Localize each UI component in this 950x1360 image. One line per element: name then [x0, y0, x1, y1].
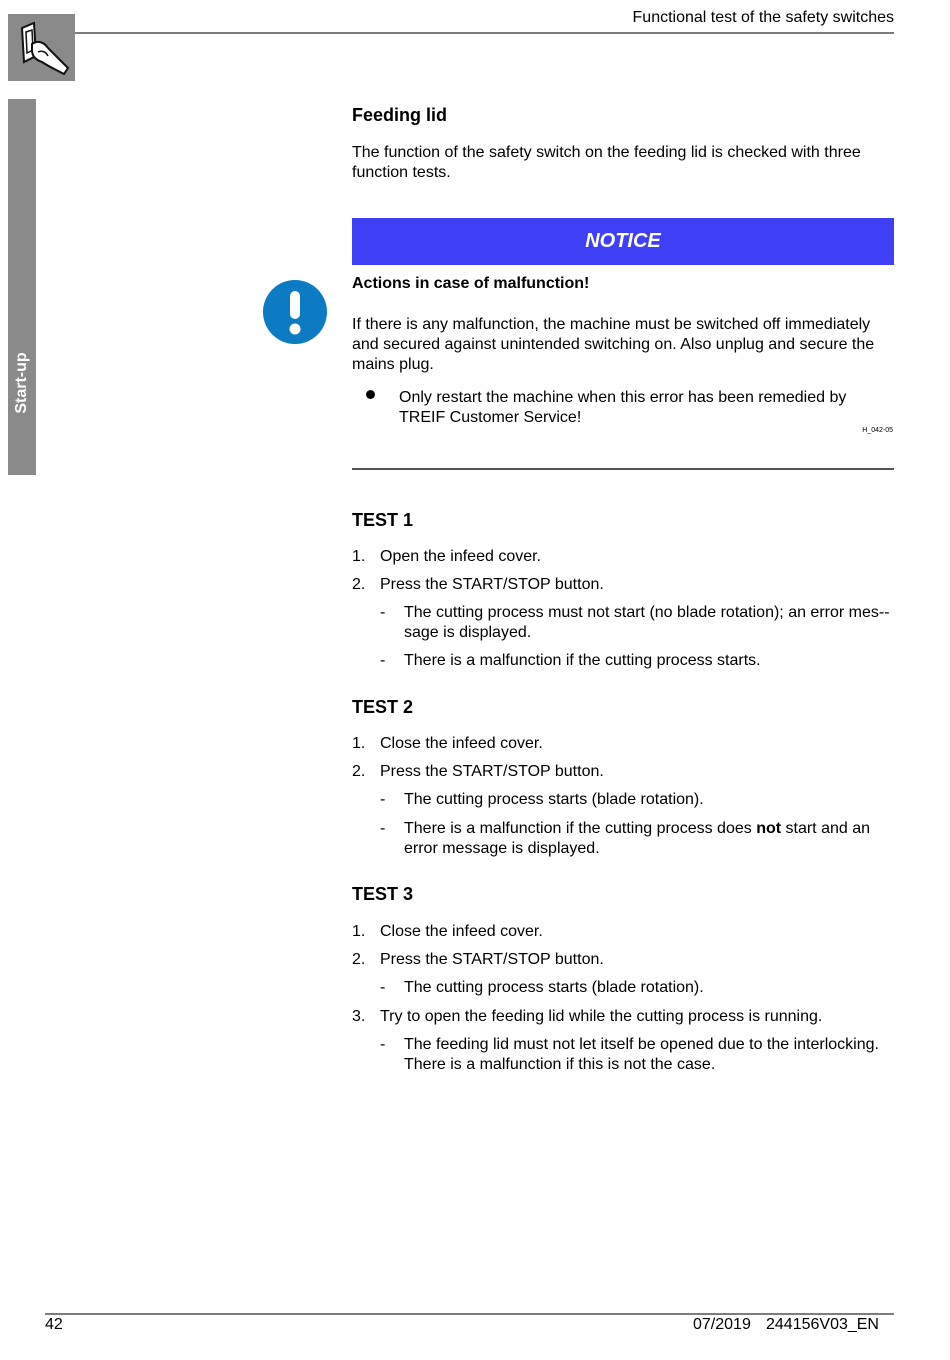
- step-number: 2.: [352, 763, 366, 780]
- notice-banner: NOTICE: [352, 218, 894, 265]
- test2-step2: Press the START/STOP button.: [380, 763, 604, 780]
- header-title: Functional test of the safety switches: [632, 9, 894, 26]
- section-title: Feeding lid: [352, 105, 448, 125]
- chapter-tab: [8, 99, 36, 475]
- test3-detail2: The feeding lid must not let itself be opened due to the interlocking. There is a malfunction if this is not the case.: [404, 1036, 879, 1073]
- section-intro: The function of the safety switch on the feeding lid is checked with three function tests.: [352, 144, 861, 181]
- dash-marker: -: [380, 1036, 386, 1053]
- chapter-tab-label: Start-up: [13, 352, 30, 414]
- exclamation-icon: [262, 279, 328, 345]
- test2-title: TEST 2: [352, 697, 414, 717]
- dash-marker: -: [380, 791, 386, 808]
- dash-marker: -: [380, 820, 386, 837]
- test2-detail2-pre: There is a malfunction if the cutting process does: [404, 820, 757, 837]
- dash-marker: -: [380, 604, 386, 621]
- test3-title: TEST 3: [352, 884, 414, 904]
- step-number: 1.: [352, 548, 366, 565]
- test3-detail1: The cutting process starts (blade rotation).: [404, 979, 704, 996]
- bullet-dot-icon: [366, 390, 375, 399]
- notice-body: If there is any malfunction, the machine must be switched off immediately and secured against unintended switching on. Also unplug and secure the mains plug.: [352, 316, 875, 373]
- test1-detail1: The cutting process must not start (no blade rotation); an error mes-sage is displayed.: [404, 604, 890, 641]
- step-number: 1.: [352, 735, 366, 752]
- test1-title: TEST 1: [352, 510, 414, 530]
- footer-date: 07/2019: [693, 1316, 751, 1333]
- test3-step3: Try to open the feeding lid while the cutting process is running.: [380, 1008, 823, 1025]
- hand-switch-icon: [8, 14, 75, 81]
- header-rule: [75, 32, 894, 34]
- test1-step2: Press the START/STOP button.: [380, 576, 604, 593]
- step-number: 1.: [352, 923, 366, 940]
- dash-marker: -: [380, 979, 386, 996]
- test2-detail2-bold: not: [756, 820, 782, 837]
- notice-code: H_042-05: [862, 427, 893, 434]
- notice-heading: Actions in case of malfunction!: [352, 275, 590, 292]
- step-number: 2.: [352, 576, 366, 593]
- step-number: 3.: [352, 1008, 366, 1025]
- test3-step2: Press the START/STOP button.: [380, 951, 604, 968]
- footer-doc-id: 244156V03_EN: [766, 1316, 879, 1333]
- test2-detail2: [404, 819, 894, 859]
- test2-detail1: The cutting process starts (blade rotation).: [404, 791, 704, 808]
- test1-step1: Open the infeed cover.: [380, 548, 541, 565]
- test2-step1: Close the infeed cover.: [380, 735, 543, 752]
- test1-detail2: There is a malfunction if the cutting process starts.: [404, 652, 761, 669]
- notice-bullet: Only restart the machine when this error has been remedied by TREIF Customer Service!: [399, 389, 847, 426]
- page-number: 42: [45, 1316, 63, 1333]
- test3-step1: Close the infeed cover.: [380, 923, 543, 940]
- notice-rule: [352, 468, 894, 470]
- step-number: 2.: [352, 951, 366, 968]
- footer-rule: [45, 1313, 894, 1315]
- dash-marker: -: [380, 652, 386, 669]
- test2-detail2-post: start and an error message is displayed.: [404, 820, 871, 857]
